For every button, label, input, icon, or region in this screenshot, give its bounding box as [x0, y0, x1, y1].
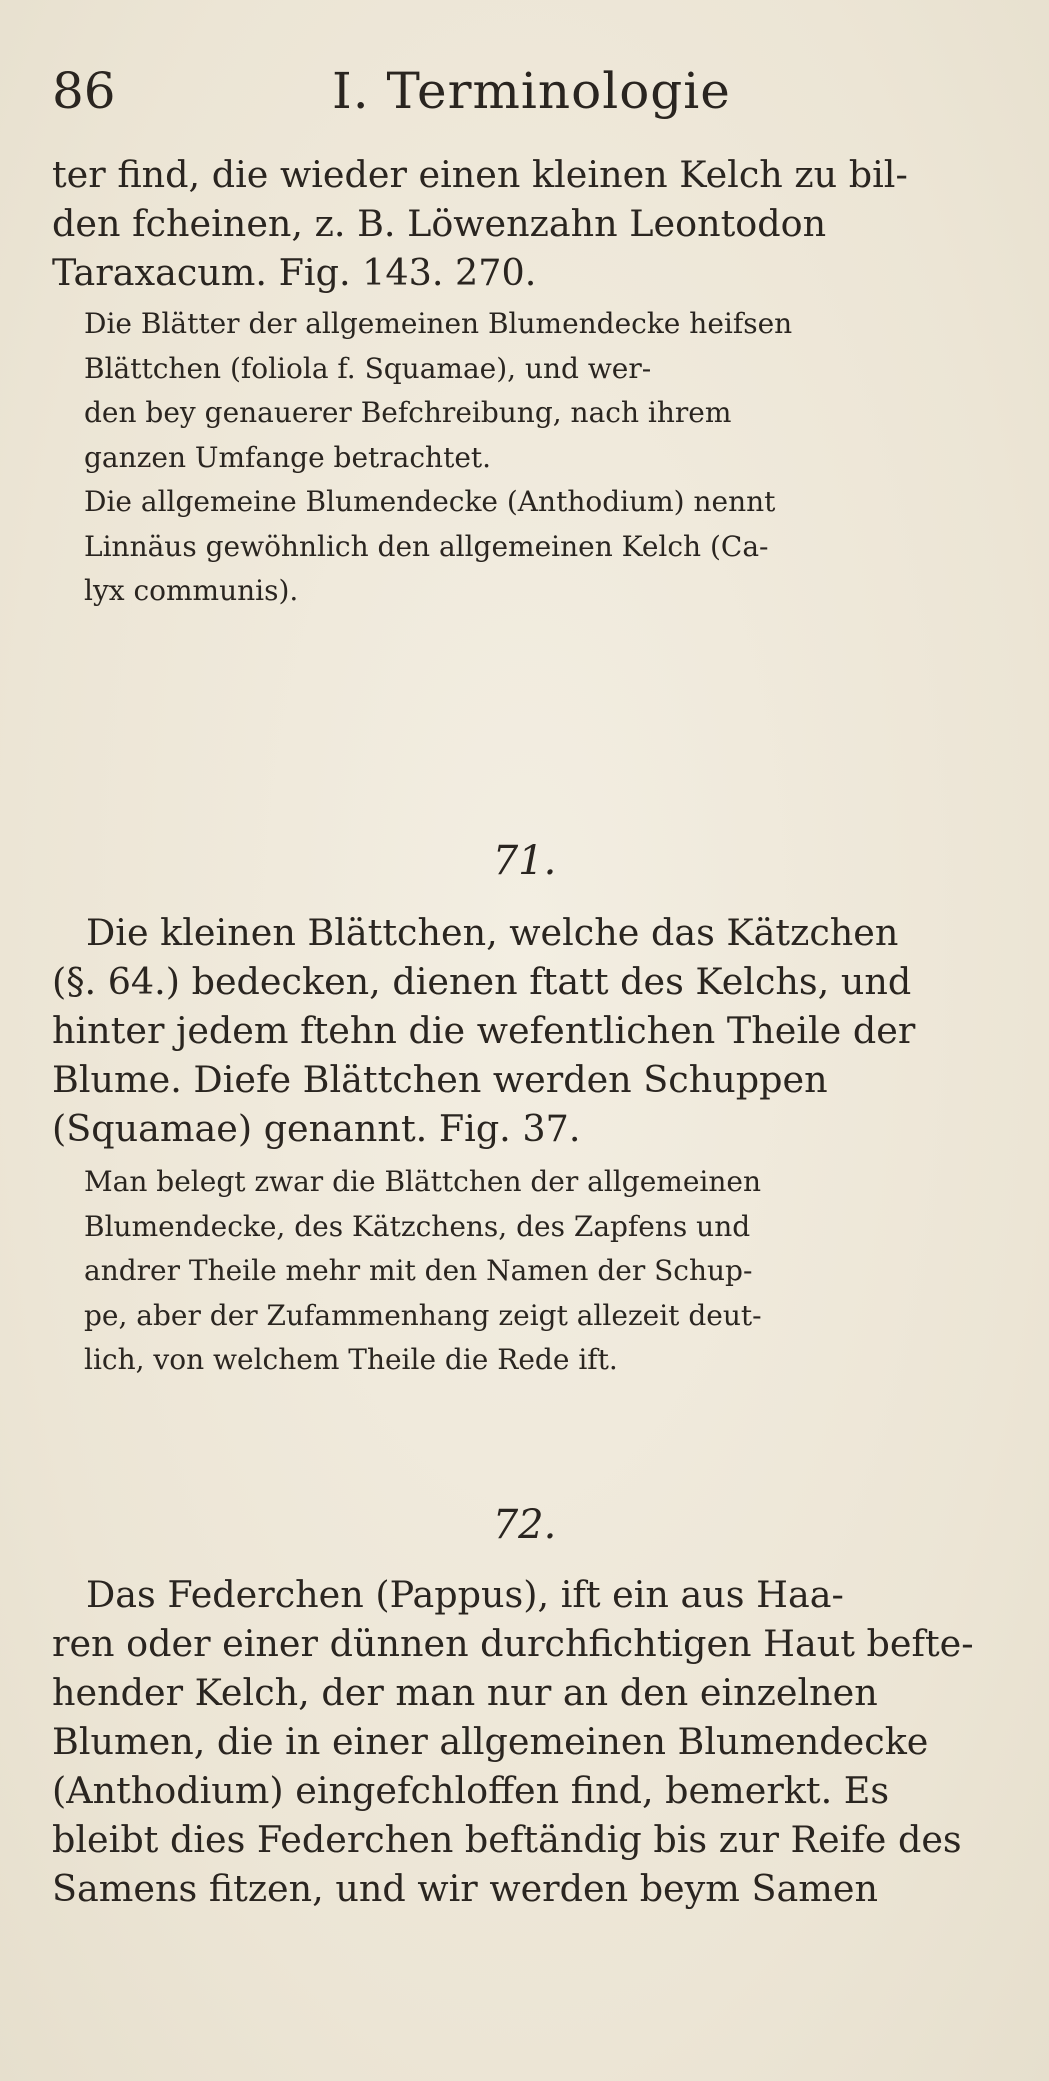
paragraph-continuation: [52, 150, 1013, 297]
note-line: Die allgemeine Blumendecke (Anthodium) nennt: [84, 485, 776, 518]
paragraph-72: [52, 1570, 1013, 1913]
note-blaettchen: [70, 302, 1013, 614]
note-line: lyx communis).: [84, 574, 299, 607]
page-number: 86: [52, 62, 116, 120]
text-line: bleibt dies Federchen beftändig bis zur Reife des: [52, 1818, 962, 1861]
text-line: ren oder einer dünnen durchfichtigen Haut befte-: [52, 1622, 974, 1665]
note-line: Linnäus gewöhnlich den allgemeinen Kelch (Ca-: [84, 529, 769, 563]
section-number-71: 71.: [492, 838, 557, 884]
text-line: (§. 64.) bedecken, dienen ftatt des Kelchs, und: [52, 960, 912, 1003]
note-schuppe: [70, 1160, 1013, 1383]
note-line: lich, von welchem Theile die Rede ift.: [84, 1343, 618, 1376]
page-header: [52, 62, 1009, 132]
text-line: hender Kelch, der man nur an den einzelnen: [52, 1671, 878, 1714]
text-line: (Anthodium) eingefchloffen find, bemerkt. Es: [52, 1769, 890, 1812]
paragraph-71: [52, 908, 1013, 1153]
text-line: Blume. Diefe Blättchen werden Schuppen: [52, 1058, 828, 1101]
text-line: ter find, die wieder einen kleinen Kelch zu bil-: [52, 153, 908, 196]
text-line: Blumen, die in einer allgemeinen Blumendecke: [52, 1720, 929, 1763]
note-line: Man belegt zwar die Blättchen der allgemeinen: [84, 1165, 761, 1198]
note-line: Die Blätter der allgemeinen Blumendecke heifsen: [84, 307, 793, 340]
note-line: ganzen Umfange betrachtet.: [84, 440, 492, 474]
text-line: Das Federchen (Pappus), ift ein aus Haa-: [86, 1573, 844, 1616]
text-line: den fcheinen, z. B. Löwenzahn Leontodon: [52, 202, 827, 245]
note-line: andrer Theile mehr mit den Namen der Schup-: [84, 1254, 753, 1287]
note-line: pe, aber der Zufammenhang zeigt allezeit deut-: [84, 1298, 762, 1332]
note-line: Blättchen (foliola f. Squamae), und wer-: [84, 351, 652, 385]
text-line: hinter jedem ftehn die wefentlichen Theile der: [52, 1009, 916, 1052]
note-line: den bey genauerer Befchreibung, nach ihrem: [84, 396, 732, 429]
text-line: Taraxacum. Fig. 143. 270.: [52, 251, 537, 294]
text-line: (Squamae) genannt. Fig. 37.: [52, 1107, 581, 1150]
running-title: I. Terminologie: [332, 62, 731, 120]
text-line: Samens fitzen, und wir werden beym Samen: [52, 1867, 878, 1910]
text-line: Die kleinen Blättchen, welche das Kätzchen: [86, 911, 899, 954]
section-number-72: 72.: [492, 1502, 557, 1548]
note-line: Blumendecke, des Kätzchens, des Zapfens und: [84, 1209, 751, 1243]
